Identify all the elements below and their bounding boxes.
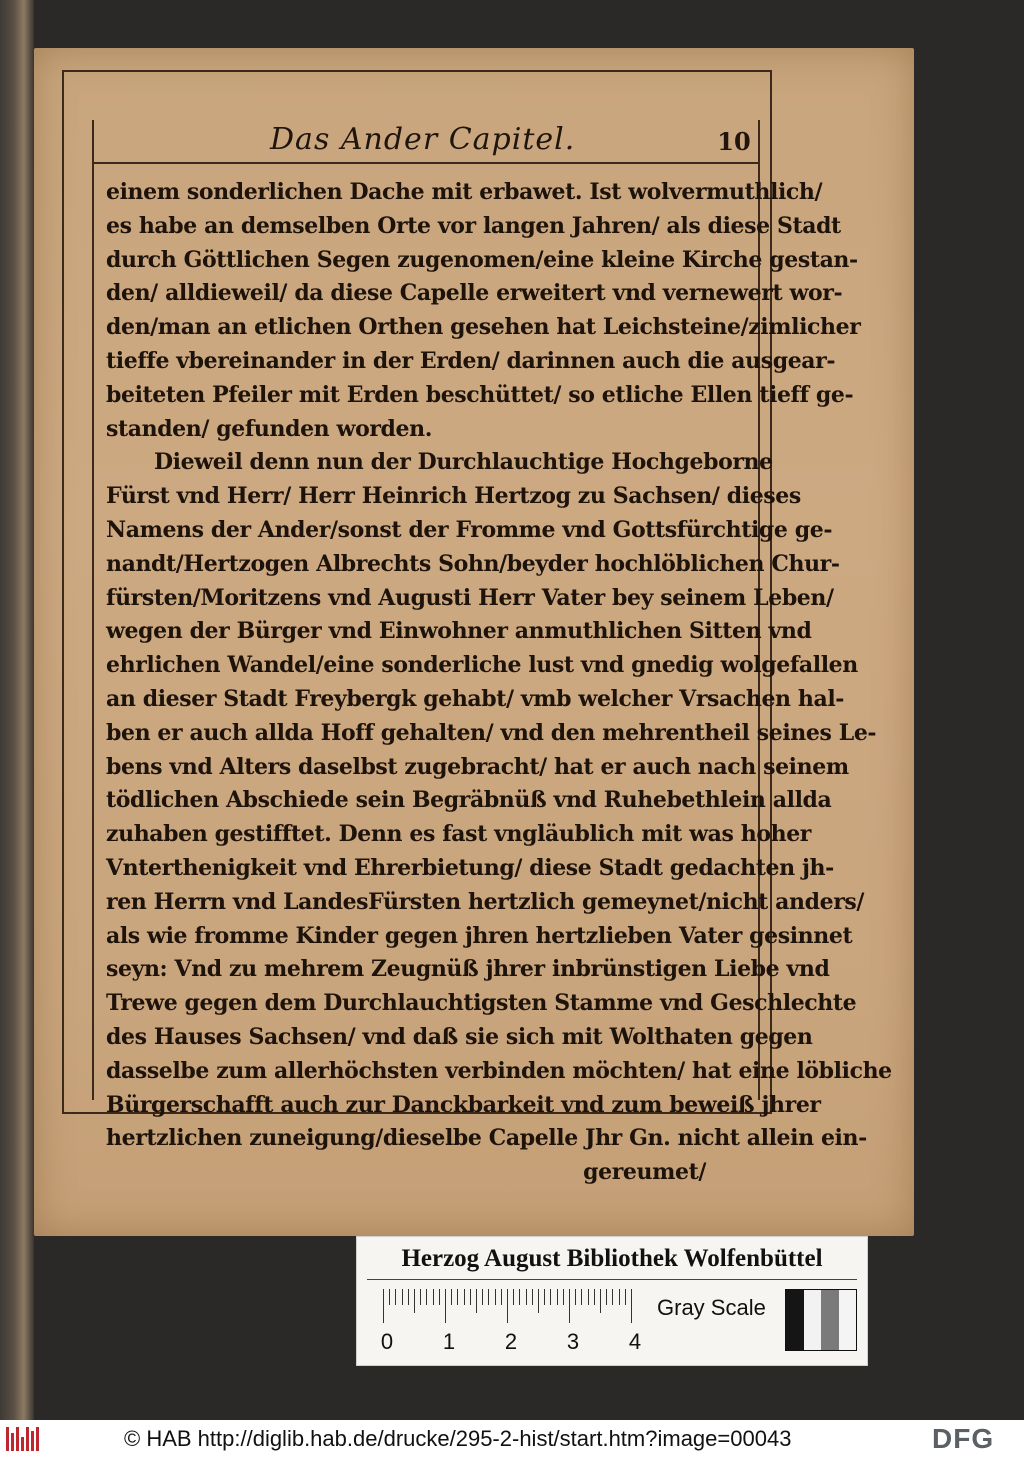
- text-line: dasselbe zum allerhöchsten verbinden möchten/ hat eine löbliche: [106, 1057, 892, 1084]
- ruler-tick: [581, 1289, 582, 1305]
- color-calibration-card: [356, 1236, 868, 1366]
- ruler-tick: [526, 1289, 527, 1305]
- ruler-tick: [588, 1289, 589, 1305]
- ruler-tick: [389, 1289, 390, 1305]
- ruler-label: 2: [504, 1329, 518, 1354]
- ruler-tick: [482, 1289, 483, 1305]
- gray-scale-label: Gray Scale: [657, 1295, 766, 1320]
- gray-swatch: [821, 1290, 839, 1350]
- ruler-tick: [612, 1289, 613, 1305]
- catchword-line: gereumet/: [583, 1159, 706, 1186]
- paragraph-start-line: Dieweil denn nun der Durchlauchtige Hochgeborne: [154, 449, 773, 476]
- ruler-tick: [501, 1289, 502, 1305]
- text-line: durch Göttlichen Segen zugenomen/eine kleine Kirche gestan-: [106, 246, 858, 273]
- text-line: hertzlichen zuneigung/dieselbe Capelle Jhr Gn. nicht allein ein-: [106, 1125, 867, 1152]
- card-divider: [367, 1279, 857, 1280]
- book-edge: [0, 0, 34, 1420]
- ruler-tick: [445, 1289, 446, 1323]
- text-line: als wie fromme Kinder gegen jhren hertzlieben Vater gesinnet: [106, 922, 853, 949]
- header-rule: [92, 162, 758, 164]
- dfg-logo: DFG: [932, 1423, 995, 1454]
- text-line: an dieser Stadt Freybergk gehabt/ vmb welcher Vrsachen hal-: [106, 685, 845, 712]
- body-text: [106, 176, 892, 1190]
- ruler-labels: [377, 1329, 657, 1355]
- ruler-tick: [476, 1289, 477, 1313]
- text-line: tieffe vbereinander in der Erden/ darinnen auch die ausgear-: [106, 347, 836, 374]
- ruler-tick: [470, 1289, 471, 1305]
- text-line: bens vnd Alters daselbst zugebracht/ hat er auch nach seinem: [106, 753, 849, 780]
- ruler-tick: [414, 1289, 415, 1313]
- ruler-tick: [550, 1289, 551, 1305]
- ruler-tick: [625, 1289, 626, 1305]
- ruler-tick: [513, 1289, 514, 1305]
- ruler-label: 3: [566, 1329, 580, 1354]
- footer-bar: [0, 1420, 1024, 1457]
- ruler-tick: [507, 1289, 508, 1323]
- text-line: standen/ gefunden worden.: [106, 415, 432, 442]
- ruler-tick: [600, 1289, 601, 1313]
- hab-logo-icon: [6, 1427, 40, 1451]
- ruler-label: 4: [628, 1329, 642, 1354]
- ruler-tick: [464, 1289, 465, 1305]
- text-line: Bürgerschafft auch zur Danckbarkeit vnd zum beweiß jhrer: [106, 1091, 821, 1118]
- ruler-tick: [402, 1289, 403, 1305]
- ruler-tick: [563, 1289, 564, 1305]
- ruler-tick: [575, 1289, 576, 1305]
- text-line: Trewe gegen dem Durchlauchtigsten Stamme vnd Geschlechte: [106, 990, 857, 1017]
- ruler-tick: [383, 1289, 384, 1323]
- ruler-tick: [426, 1289, 427, 1305]
- text-line: zuhaben gestifftet. Denn es fast vngläublich mit was hoher: [106, 821, 811, 848]
- gray-scale-swatches: [785, 1289, 857, 1351]
- ruler-tick: [557, 1289, 558, 1305]
- text-line: tödlichen Abschiede sein Begräbnüß vnd Ruhebethlein allda: [106, 787, 832, 814]
- gray-swatch: [804, 1290, 822, 1350]
- ruler-tick: [606, 1289, 607, 1305]
- ruler-tick: [569, 1289, 570, 1323]
- ruler-tick: [395, 1289, 396, 1305]
- text-line: Fürst vnd Herr/ Herr Heinrich Hertzog zu Sachsen/ dieses: [106, 483, 801, 510]
- text-line: den/ alldieweil/ da diese Capelle erweitert vnd vernewert wor-: [106, 280, 843, 307]
- text-line: des Hauses Sachsen/ vnd daß sie sich mit Wolthaten gegen: [106, 1023, 813, 1050]
- ruler-tick: [532, 1289, 533, 1305]
- ruler-tick: [408, 1289, 409, 1305]
- ruler-tick: [420, 1289, 421, 1305]
- text-line: ren Herrn vnd LandesFürsten hertzlich gemeynet/nicht anders/: [106, 888, 865, 915]
- ruler-tick: [619, 1289, 620, 1305]
- ruler-label: 1: [442, 1329, 456, 1354]
- text-line: nandt/Hertzogen Albrechts Sohn/beyder hochlöblichen Chur-: [106, 550, 840, 577]
- gray-swatch: [786, 1290, 804, 1350]
- footer-copyright-url[interactable]: © HAB http://diglib.hab.de/drucke/295-2-hist/start.htm?image=00043: [124, 1426, 792, 1451]
- ruler-tick: [451, 1289, 452, 1305]
- text-line: ehrlichen Wandel/eine sonderliche lust vnd gnedig wolgefallen: [106, 652, 858, 679]
- ruler-tick: [439, 1289, 440, 1305]
- text-line: ben er auch allda Hoff gehalten/ vnd den mehrentheil seines Le-: [106, 719, 877, 746]
- text-line: Namens der Ander/sonst der Fromme vnd Gottsfürchtige ge-: [106, 516, 833, 543]
- ruler-tick: [457, 1289, 458, 1305]
- ruler-tick: [631, 1289, 632, 1323]
- running-head: Das Ander Capitel.: [270, 122, 576, 157]
- text-line: es habe an demselben Orte vor langen Jahren/ als diese Stadt: [106, 212, 841, 239]
- ruler-tick: [488, 1289, 489, 1305]
- scale-ruler: [383, 1289, 643, 1325]
- text-line: den/man an etlichen Orthen gesehen hat Leichsteine/zimlicher: [106, 314, 861, 341]
- card-title: Herzog August Bibliothek Wolfenbüttel: [401, 1245, 823, 1272]
- text-line: Vnterthenigkeit vnd Ehrerbietung/ diese Stadt gedachten jh-: [106, 854, 834, 881]
- page-number: 10: [717, 127, 751, 156]
- text-line: seyn: Vnd zu mehrem Zeugnüß jhrer inbrünstigen Liebe vnd: [106, 956, 830, 983]
- text-line: wegen der Bürger vnd Einwohner anmuthlichen Sitten vnd: [106, 618, 812, 645]
- ruler-tick: [495, 1289, 496, 1305]
- text-line: fürsten/Moritzens vnd Augusti Herr Vater bey seinem Leben/: [106, 584, 834, 611]
- ruler-tick: [538, 1289, 539, 1313]
- gray-swatch: [839, 1290, 857, 1350]
- ruler-label: 0: [380, 1329, 394, 1354]
- text-line: beiteten Pfeiler mit Erden beschüttet/ so etliche Ellen tieff ge-: [106, 381, 854, 408]
- ruler-tick: [544, 1289, 545, 1305]
- ruler-tick: [433, 1289, 434, 1305]
- text-line: einem sonderlichen Dache mit erbawet. Ist wolvermuthlich/: [106, 179, 823, 205]
- ruler-tick: [594, 1289, 595, 1305]
- ruler-tick: [519, 1289, 520, 1305]
